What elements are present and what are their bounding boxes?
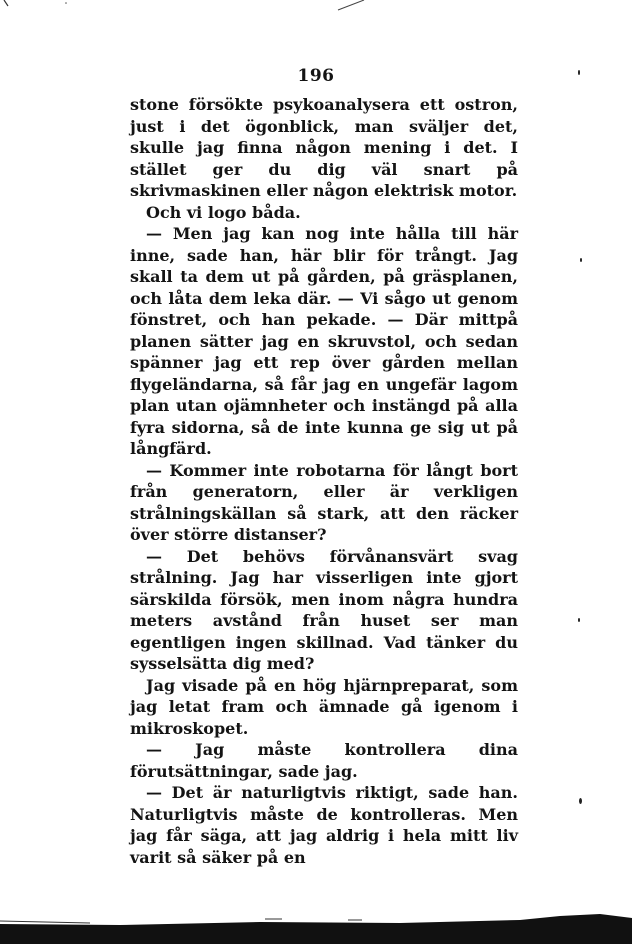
page-number: 196 <box>297 66 335 86</box>
margin-speck <box>578 70 580 75</box>
margin-speck <box>580 258 582 262</box>
paragraph-7: — Jag måste kontrollera dina förutsättningar, sade jag. <box>130 740 518 781</box>
paragraph-5: — Det behövs förvånansvärt svag strålning. Jag har visserligen inte gjort särskilda försök, men inom några hundra meters avstånd från huset ser man egentligen ingen skillnad. Vad tänker du sysselsätta dig med? <box>130 546 518 673</box>
paragraph-1: stone försökte psykoanalysera ett ostron, just i det ögonblick, man sväljer det, skulle jag finna någon mening i det. I stället ger du dig väl snart på skrivmaskinen eller någon elektrisk motor. <box>130 95 518 200</box>
margin-speck <box>579 798 582 804</box>
paragraph-3: — Men jag kan nog inte hålla till här inne, sade han, här blir för trångt. Jag skall ta dem ut på gården, på gräsplanen, och låta dem leka där. — Vi sågo ut genom fönstret, och han pekade. — Där mittpå planen sätter jag en skruvstol, och sedan spänner jag ett rep över gården mellan flygeländarna, så får jag en ungefär lagom plan utan ojämnheter och instängd på alla fyra sidorna, så de inte kunna ge sig ut på långfärd. <box>130 224 518 458</box>
margin-speck <box>578 618 580 622</box>
scan-bottom-edge <box>0 910 632 944</box>
paragraph-8: — Det är naturligtvis riktigt, sade han. Naturligtvis måste de kontrolleras. Men jag får säga, att jag aldrig i hela mitt liv varit så säker på en <box>130 783 518 867</box>
paragraph-2: Och vi logo båda. <box>146 202 301 222</box>
top-edge-marks <box>0 0 632 16</box>
paragraph-4: — Kommer inte robotarna för långt bort från generatorn, eller är verkligen strålningskällan så stark, att den räcker över större distanser? <box>130 460 518 544</box>
body-text <box>130 94 518 868</box>
paragraph-6: Jag visade på en hög hjärnpreparat, som jag letat fram och ämnade gå igenom i mikroskopet. <box>130 675 518 738</box>
